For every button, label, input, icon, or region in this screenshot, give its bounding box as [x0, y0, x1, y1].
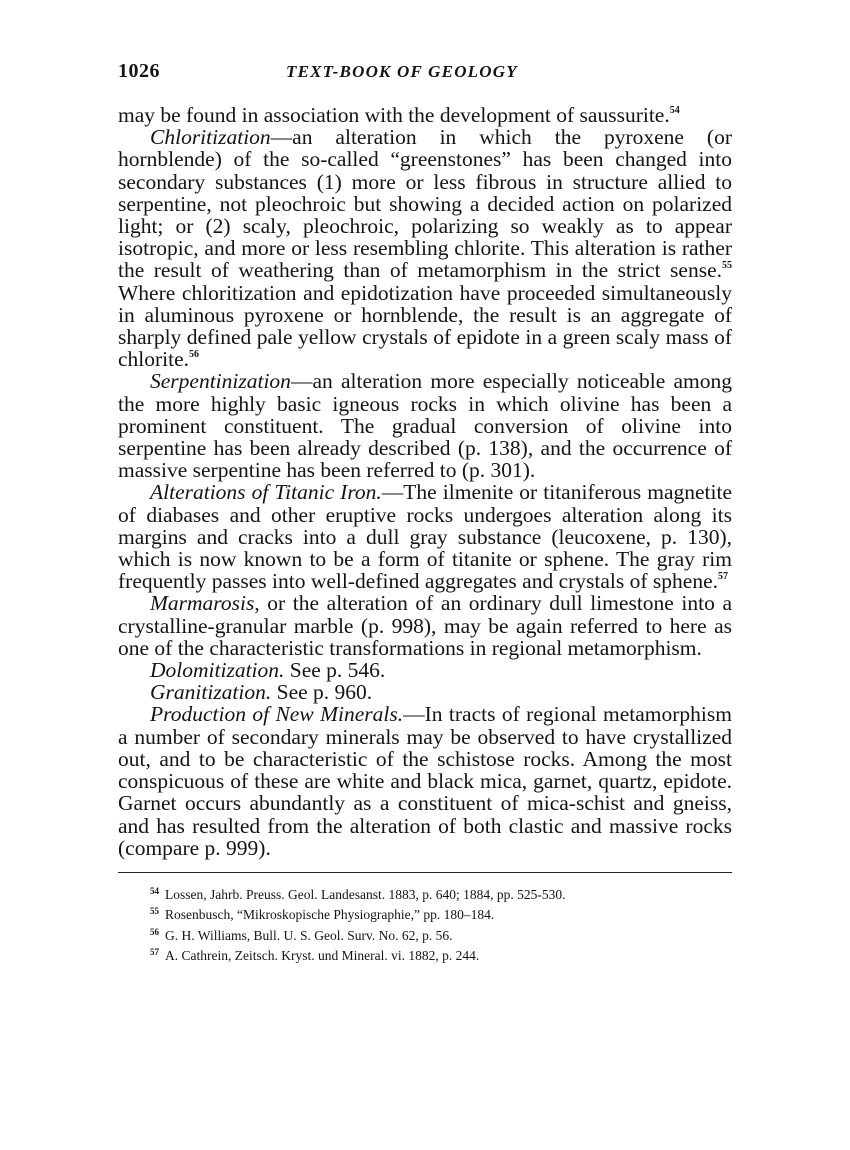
term-granitization: Granitization.: [150, 680, 272, 705]
paragraph-text: See p. 960.: [271, 680, 373, 705]
footnote-ref: 55: [722, 260, 732, 272]
footnote: [150, 944, 732, 965]
paragraph-serpentinization: [118, 370, 732, 481]
term-serpentinization: Serpentinization: [150, 369, 291, 394]
paragraph-text: , or the alteration of an ordinary dull limestone into a crystalline-granular marble (p. 998), may be again referred to here as one of the characteristic transformations in regional metamorphism.: [118, 591, 732, 660]
page-number: 1026: [118, 60, 160, 82]
footnote-ref: 57: [718, 571, 729, 583]
footnote-number: 55: [150, 906, 159, 917]
paragraph-chloritization: [118, 126, 732, 370]
paragraph-new-minerals: [118, 703, 732, 858]
paragraph-text: —In tracts of regional metamorphism a number of secondary minerals may be observed to have crystallized out, and to be characteristic of the schistose rocks. Among the most conspicuous of these are white and black mica, garnet, quartz, epidote. Garnet occurs abundantly as a constituent of mica-schist and gneiss, and has resulted from the alteration of both clastic and massive rocks (compare p. 999).: [118, 702, 732, 860]
footnote-text: Rosenbusch, “Mikroskopische Physiographie,” pp. 180–184.: [165, 907, 495, 923]
paragraph-text: See p. 546.: [284, 658, 386, 683]
footnote-divider: [118, 872, 732, 873]
footnote-text: Lossen, Jahrb. Preuss. Geol. Landesanst. 1883, p. 640; 1884, pp. 525-530.: [165, 886, 566, 902]
book-page: [118, 58, 732, 965]
paragraph-titanic-iron: [118, 481, 732, 592]
term-new-minerals: Production of New Minerals.: [150, 702, 404, 727]
footnote-number: 54: [150, 885, 159, 896]
paragraph-granitization: [118, 681, 732, 703]
footnote-ref: 54: [669, 105, 680, 116]
footnote-number: 56: [150, 926, 159, 937]
footnote: [150, 903, 732, 924]
running-title: TEXT-BOOK OF GEOLOGY: [286, 62, 518, 81]
term-dolomitization: Dolomitization.: [150, 658, 285, 683]
footnotes: [118, 883, 732, 965]
paragraph-marmarosis: [118, 592, 732, 659]
paragraph-text: Where chloritization and epidotization have proceeded simultaneously in aluminous pyroxene or hornblende, the result is an aggregate of sharply defined pale yellow crystals of epidote in a green scaly mass of chlorite.: [118, 280, 732, 372]
footnote-text: A. Cathrein, Zeitsch. Kryst. und Mineral. vi. 1882, p. 244.: [165, 948, 480, 964]
page-header: [118, 58, 732, 92]
footnote-text: G. H. Williams, Bull. U. S. Geol. Surv. No. 62, p. 56.: [165, 927, 453, 943]
paragraph-text: —The ilmenite or titaniferous magnetite of diabases and other eruptive rocks undergoes alteration along its margins and cracks into a dull gray substance (leucoxene, p. 130), which is now known to be a form of titanite or sphene. The gray rim frequently passes into well-defined aggregates and crystals of sphene.: [118, 480, 732, 594]
paragraph-text: may be found in association with the development of saussurite.: [118, 103, 670, 127]
term-marmarosis: Marmarosis: [150, 591, 255, 616]
paragraph-dolomitization: [118, 659, 732, 681]
term-titanic-iron: Alterations of Titanic Iron.: [150, 480, 382, 505]
footnote-number: 57: [150, 947, 159, 958]
paragraph-continuation: [118, 104, 732, 126]
footnote: [150, 883, 732, 904]
footnote: [150, 924, 732, 945]
body-text: [118, 104, 732, 859]
footnote-ref: 56: [189, 349, 200, 361]
paragraph-text: —an alteration more especially noticeable among the more highly basic igneous rocks in which olivine has been a prominent constituent. The gradual conversion of olivine into serpentine has been already described (p. 138), and the occurrence of massive serpentine has been referred to (p. 301).: [118, 369, 732, 483]
term-chloritization: Chloritization: [150, 125, 271, 150]
paragraph-text: —an alteration in which the pyroxene (or hornblende) of the so-called “greenstones” has been changed into secondary substances (1) more or less fibrous in structure allied to serpentine, not pleochroic but showing a decided action on polarized light; or (2) scaly, pleochroic, polarizing so weakly as to appear isotropic, and more or less resembling chlorite. This alteration is rather the result of weathering than of metamorphism in the strict sense.: [118, 125, 732, 283]
